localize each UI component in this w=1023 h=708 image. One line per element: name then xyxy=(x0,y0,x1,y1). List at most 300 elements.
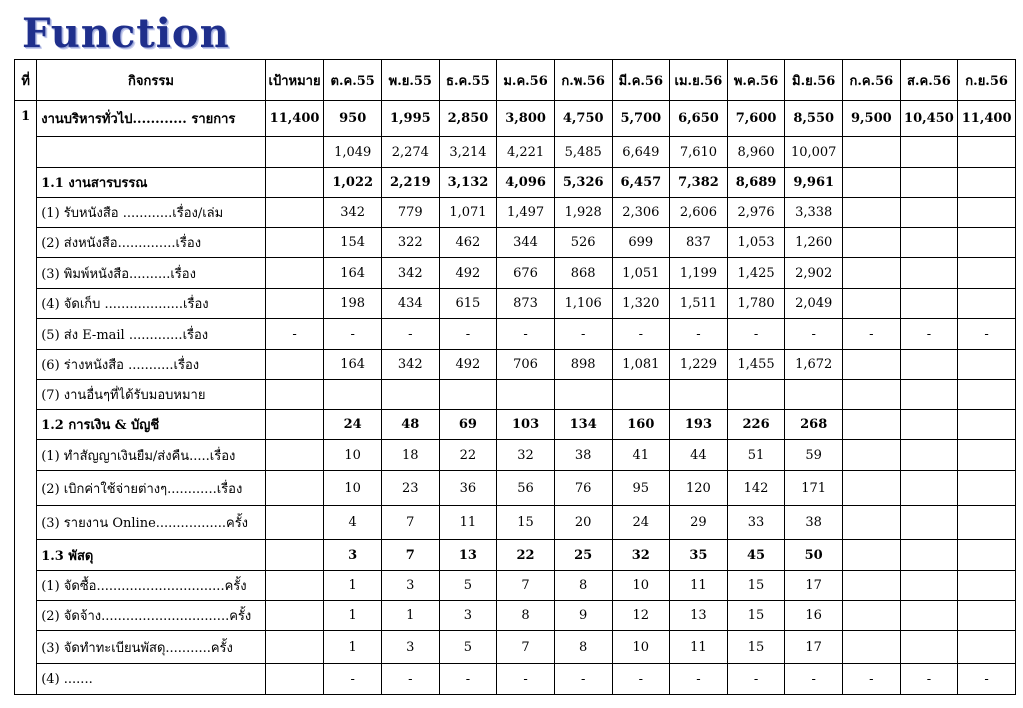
month-value-cell: 3,132 xyxy=(439,168,497,198)
month-value-cell xyxy=(958,631,1016,664)
month-value-cell: - xyxy=(612,664,670,695)
month-value-cell: 492 xyxy=(439,350,497,380)
month-value-cell xyxy=(958,258,1016,289)
month-value-cell: 29 xyxy=(670,506,728,540)
month-value-cell: 676 xyxy=(497,258,555,289)
activity-cell: (1) ทำสัญญาเงินยืม/ส่งคืน.....เรื่อง xyxy=(37,440,266,471)
table-row xyxy=(15,440,1016,471)
header-cell: ก.ค.56 xyxy=(843,60,901,101)
month-value-cell: 8,960 xyxy=(727,137,785,168)
month-value-cell: 2,274 xyxy=(382,137,440,168)
month-value-cell: 1 xyxy=(324,631,382,664)
activity-cell: 1.3 พัสดุ xyxy=(37,540,266,571)
month-value-cell xyxy=(900,228,958,258)
month-value-cell: 6,650 xyxy=(670,101,728,137)
month-value-cell: 5 xyxy=(439,571,497,601)
month-value-cell: 9,961 xyxy=(785,168,843,198)
month-value-cell: - xyxy=(843,319,901,350)
month-value-cell: 36 xyxy=(439,471,497,506)
month-value-cell xyxy=(958,440,1016,471)
month-value-cell xyxy=(843,601,901,631)
month-value-cell xyxy=(900,540,958,571)
target-cell xyxy=(265,137,324,168)
month-value-cell: 24 xyxy=(612,506,670,540)
header-row xyxy=(15,60,1016,101)
month-value-cell: 10 xyxy=(324,440,382,471)
month-value-cell xyxy=(900,137,958,168)
month-value-cell: 33 xyxy=(727,506,785,540)
month-value-cell: 9,500 xyxy=(843,101,901,137)
month-value-cell xyxy=(843,540,901,571)
target-cell xyxy=(265,471,324,506)
month-value-cell: - xyxy=(554,319,612,350)
month-value-cell xyxy=(900,258,958,289)
table-row xyxy=(15,289,1016,319)
function-table xyxy=(14,59,1016,695)
month-value-cell xyxy=(900,410,958,440)
activity-cell: (3) จัดทำทะเบียนพัสดุ...........ครั้ง xyxy=(37,631,266,664)
table-row xyxy=(15,101,1016,137)
month-value-cell xyxy=(958,198,1016,228)
month-value-cell: 35 xyxy=(670,540,728,571)
page-title: Function xyxy=(22,10,230,57)
month-value-cell: 7,600 xyxy=(727,101,785,137)
month-value-cell: 193 xyxy=(670,410,728,440)
month-value-cell: 15 xyxy=(727,571,785,601)
month-value-cell: 25 xyxy=(554,540,612,571)
target-cell xyxy=(265,601,324,631)
month-value-cell: 41 xyxy=(612,440,670,471)
activity-cell: (7) งานอื่นๆที่ได้รับมอบหมาย xyxy=(37,380,266,410)
month-value-cell: 13 xyxy=(670,601,728,631)
activity-cell: (1) รับหนังสือ ............เรื่อง/เล่ม xyxy=(37,198,266,228)
month-value-cell: 4,096 xyxy=(497,168,555,198)
activity-cell: งานบริหารทั่วไป............ รายการ xyxy=(37,101,266,137)
month-value-cell xyxy=(958,410,1016,440)
month-value-cell xyxy=(785,380,843,410)
month-value-cell: 526 xyxy=(554,228,612,258)
month-value-cell: 2,850 xyxy=(439,101,497,137)
month-value-cell: - xyxy=(497,664,555,695)
month-value-cell: 3 xyxy=(382,571,440,601)
target-cell xyxy=(265,350,324,380)
month-value-cell: 7 xyxy=(382,540,440,571)
month-value-cell: 1,780 xyxy=(727,289,785,319)
activity-cell: (3) พิมพ์หนังสือ..........เรื่อง xyxy=(37,258,266,289)
activity-cell: (4) จัดเก็บ ...................เรื่อง xyxy=(37,289,266,319)
target-cell xyxy=(265,228,324,258)
month-value-cell: 164 xyxy=(324,350,382,380)
month-value-cell xyxy=(324,380,382,410)
month-value-cell: 1,081 xyxy=(612,350,670,380)
month-value-cell: 3 xyxy=(324,540,382,571)
table-row xyxy=(15,571,1016,601)
month-value-cell: 10,450 xyxy=(900,101,958,137)
month-value-cell: 1,260 xyxy=(785,228,843,258)
month-value-cell xyxy=(958,571,1016,601)
month-value-cell: 20 xyxy=(554,506,612,540)
month-value-cell: - xyxy=(382,319,440,350)
month-value-cell: 11 xyxy=(439,506,497,540)
month-value-cell xyxy=(958,601,1016,631)
month-value-cell: 23 xyxy=(382,471,440,506)
header-cell: พ.ค.56 xyxy=(727,60,785,101)
month-value-cell: 2,606 xyxy=(670,198,728,228)
month-value-cell: 8,689 xyxy=(727,168,785,198)
month-value-cell xyxy=(900,198,958,228)
month-value-cell: 2,902 xyxy=(785,258,843,289)
header-cell: เม.ย.56 xyxy=(670,60,728,101)
month-value-cell: 51 xyxy=(727,440,785,471)
table-row xyxy=(15,540,1016,571)
month-value-cell xyxy=(843,506,901,540)
month-value-cell: 1,320 xyxy=(612,289,670,319)
month-value-cell: 226 xyxy=(727,410,785,440)
month-value-cell: - xyxy=(324,319,382,350)
month-value-cell: 898 xyxy=(554,350,612,380)
month-value-cell: - xyxy=(324,664,382,695)
month-value-cell: 171 xyxy=(785,471,843,506)
header-cell: ส.ค.56 xyxy=(900,60,958,101)
target-cell xyxy=(265,631,324,664)
target-cell xyxy=(265,258,324,289)
month-value-cell: 15 xyxy=(727,631,785,664)
month-value-cell: 10 xyxy=(612,631,670,664)
month-value-cell: 7,382 xyxy=(670,168,728,198)
month-value-cell: 22 xyxy=(497,540,555,571)
month-value-cell: 4 xyxy=(324,506,382,540)
month-value-cell: 6,649 xyxy=(612,137,670,168)
header-cell: ม.ค.56 xyxy=(497,60,555,101)
table-row xyxy=(15,410,1016,440)
month-value-cell: 38 xyxy=(554,440,612,471)
table-row xyxy=(15,664,1016,695)
month-value-cell: 7,610 xyxy=(670,137,728,168)
month-value-cell xyxy=(843,440,901,471)
month-value-cell: 837 xyxy=(670,228,728,258)
month-value-cell: 868 xyxy=(554,258,612,289)
month-value-cell: 5,485 xyxy=(554,137,612,168)
month-value-cell: 11 xyxy=(670,571,728,601)
month-value-cell: 22 xyxy=(439,440,497,471)
month-value-cell: 615 xyxy=(439,289,497,319)
month-value-cell: 48 xyxy=(382,410,440,440)
month-value-cell xyxy=(958,168,1016,198)
table-row xyxy=(15,506,1016,540)
month-value-cell xyxy=(843,350,901,380)
month-value-cell: - xyxy=(900,664,958,695)
month-value-cell xyxy=(958,350,1016,380)
month-value-cell: 3,338 xyxy=(785,198,843,228)
month-value-cell: 5 xyxy=(439,631,497,664)
month-value-cell: 5,326 xyxy=(554,168,612,198)
month-value-cell xyxy=(900,571,958,601)
activity-cell: (2) ส่งหนังสือ..............เรื่อง xyxy=(37,228,266,258)
table-row xyxy=(15,471,1016,506)
month-value-cell xyxy=(958,137,1016,168)
target-cell xyxy=(265,540,324,571)
month-value-cell: 2,219 xyxy=(382,168,440,198)
month-value-cell: 198 xyxy=(324,289,382,319)
month-value-cell xyxy=(843,198,901,228)
month-value-cell: 12 xyxy=(612,601,670,631)
table-row xyxy=(15,601,1016,631)
target-cell xyxy=(265,380,324,410)
month-value-cell: 7 xyxy=(497,571,555,601)
activity-cell: (2) จัดจ้าง...............................ครั้ง xyxy=(37,601,266,631)
table-row xyxy=(15,319,1016,350)
header-cell: ต.ค.55 xyxy=(324,60,382,101)
month-value-cell xyxy=(843,258,901,289)
month-value-cell: 45 xyxy=(727,540,785,571)
month-value-cell: 873 xyxy=(497,289,555,319)
month-value-cell: 1,928 xyxy=(554,198,612,228)
month-value-cell xyxy=(900,471,958,506)
month-value-cell: 44 xyxy=(670,440,728,471)
month-value-cell: 342 xyxy=(324,198,382,228)
month-value-cell: 1,425 xyxy=(727,258,785,289)
target-cell xyxy=(265,289,324,319)
month-value-cell: - xyxy=(843,664,901,695)
month-value-cell: 268 xyxy=(785,410,843,440)
month-value-cell: 1,199 xyxy=(670,258,728,289)
activity-cell: 1.1 งานสารบรรณ xyxy=(37,168,266,198)
month-value-cell: 103 xyxy=(497,410,555,440)
month-value-cell xyxy=(612,380,670,410)
month-value-cell: 17 xyxy=(785,571,843,601)
month-value-cell: 69 xyxy=(439,410,497,440)
activity-cell: (4) ....... xyxy=(37,664,266,695)
month-value-cell: 3,214 xyxy=(439,137,497,168)
target-cell xyxy=(265,664,324,695)
activity-cell xyxy=(37,137,266,168)
table-row xyxy=(15,350,1016,380)
header-cell: มิ.ย.56 xyxy=(785,60,843,101)
header-cell: ที่ xyxy=(15,60,37,101)
month-value-cell: - xyxy=(958,319,1016,350)
table-row xyxy=(15,137,1016,168)
activity-cell: (6) ร่างหนังสือ ...........เรื่อง xyxy=(37,350,266,380)
month-value-cell: 11,400 xyxy=(958,101,1016,137)
header-cell: มี.ค.56 xyxy=(612,60,670,101)
month-value-cell xyxy=(843,631,901,664)
month-value-cell: 164 xyxy=(324,258,382,289)
month-value-cell: - xyxy=(670,319,728,350)
month-value-cell: - xyxy=(439,319,497,350)
month-value-cell: 1,511 xyxy=(670,289,728,319)
month-value-cell: - xyxy=(958,664,1016,695)
month-value-cell: - xyxy=(900,319,958,350)
month-value-cell: 154 xyxy=(324,228,382,258)
activity-cell: 1.2 การเงิน & บัญชี xyxy=(37,410,266,440)
month-value-cell: 492 xyxy=(439,258,497,289)
month-value-cell: 950 xyxy=(324,101,382,137)
month-value-cell: 50 xyxy=(785,540,843,571)
table-row xyxy=(15,168,1016,198)
activity-cell: (2) เบิกค่าใช้จ่ายต่างๆ............เรื่อง xyxy=(37,471,266,506)
month-value-cell: 2,306 xyxy=(612,198,670,228)
month-value-cell: 3 xyxy=(382,631,440,664)
month-value-cell: 1,053 xyxy=(727,228,785,258)
month-value-cell: 1,022 xyxy=(324,168,382,198)
month-value-cell: 9 xyxy=(554,601,612,631)
month-value-cell: - xyxy=(612,319,670,350)
header-cell: ก.ย.56 xyxy=(958,60,1016,101)
month-value-cell: 2,976 xyxy=(727,198,785,228)
month-value-cell: 10,007 xyxy=(785,137,843,168)
month-value-cell xyxy=(554,380,612,410)
month-value-cell: 1,106 xyxy=(554,289,612,319)
month-value-cell xyxy=(843,380,901,410)
month-value-cell: - xyxy=(497,319,555,350)
month-value-cell: - xyxy=(727,319,785,350)
month-value-cell: 1 xyxy=(324,601,382,631)
month-value-cell: 462 xyxy=(439,228,497,258)
month-value-cell: 76 xyxy=(554,471,612,506)
month-value-cell: 322 xyxy=(382,228,440,258)
month-value-cell xyxy=(958,540,1016,571)
header-cell: เป้าหมาย xyxy=(265,60,324,101)
month-value-cell: 8,550 xyxy=(785,101,843,137)
target-cell xyxy=(265,410,324,440)
month-value-cell: 10 xyxy=(324,471,382,506)
month-value-cell: 5,700 xyxy=(612,101,670,137)
month-value-cell: 15 xyxy=(497,506,555,540)
month-value-cell xyxy=(497,380,555,410)
month-value-cell xyxy=(900,601,958,631)
month-value-cell xyxy=(958,289,1016,319)
month-value-cell: 6,457 xyxy=(612,168,670,198)
month-value-cell: 7 xyxy=(497,631,555,664)
table-row xyxy=(15,380,1016,410)
month-value-cell: 16 xyxy=(785,601,843,631)
month-value-cell xyxy=(900,440,958,471)
month-value-cell: 18 xyxy=(382,440,440,471)
row-number-cell: 1 xyxy=(15,101,37,695)
target-cell: - xyxy=(265,319,324,350)
month-value-cell xyxy=(900,631,958,664)
month-value-cell: 142 xyxy=(727,471,785,506)
month-value-cell xyxy=(843,289,901,319)
month-value-cell xyxy=(958,506,1016,540)
month-value-cell xyxy=(958,380,1016,410)
month-value-cell: 1,497 xyxy=(497,198,555,228)
table-row xyxy=(15,258,1016,289)
month-value-cell: 120 xyxy=(670,471,728,506)
month-value-cell xyxy=(958,228,1016,258)
month-value-cell: 699 xyxy=(612,228,670,258)
header-cell: พ.ย.55 xyxy=(382,60,440,101)
month-value-cell: 434 xyxy=(382,289,440,319)
month-value-cell: - xyxy=(439,664,497,695)
month-value-cell: 24 xyxy=(324,410,382,440)
month-value-cell xyxy=(382,380,440,410)
month-value-cell: 160 xyxy=(612,410,670,440)
month-value-cell xyxy=(843,571,901,601)
month-value-cell xyxy=(439,380,497,410)
month-value-cell: - xyxy=(785,664,843,695)
header-cell: กิจกรรม xyxy=(37,60,266,101)
month-value-cell: 1,995 xyxy=(382,101,440,137)
month-value-cell: 134 xyxy=(554,410,612,440)
month-value-cell: 1,672 xyxy=(785,350,843,380)
month-value-cell: 7 xyxy=(382,506,440,540)
month-value-cell: 32 xyxy=(612,540,670,571)
target-cell: 11,400 xyxy=(265,101,324,137)
target-cell xyxy=(265,440,324,471)
table-row xyxy=(15,228,1016,258)
month-value-cell: 15 xyxy=(727,601,785,631)
month-value-cell: 95 xyxy=(612,471,670,506)
month-value-cell: 1,049 xyxy=(324,137,382,168)
month-value-cell: 3 xyxy=(439,601,497,631)
month-value-cell xyxy=(843,228,901,258)
table-row xyxy=(15,198,1016,228)
month-value-cell: 1 xyxy=(324,571,382,601)
month-value-cell: 56 xyxy=(497,471,555,506)
month-value-cell xyxy=(843,137,901,168)
month-value-cell: 706 xyxy=(497,350,555,380)
month-value-cell: 4,221 xyxy=(497,137,555,168)
month-value-cell: 8 xyxy=(554,571,612,601)
header-cell: ธ.ค.55 xyxy=(439,60,497,101)
target-cell xyxy=(265,198,324,228)
month-value-cell xyxy=(843,471,901,506)
month-value-cell xyxy=(843,410,901,440)
month-value-cell: - xyxy=(554,664,612,695)
month-value-cell: 13 xyxy=(439,540,497,571)
month-value-cell: 342 xyxy=(382,350,440,380)
month-value-cell: 1,229 xyxy=(670,350,728,380)
month-value-cell: 38 xyxy=(785,506,843,540)
month-value-cell xyxy=(727,380,785,410)
target-cell xyxy=(265,168,324,198)
activity-cell: (3) รายงาน Online.................ครั้ง xyxy=(37,506,266,540)
month-value-cell: 8 xyxy=(497,601,555,631)
month-value-cell xyxy=(900,506,958,540)
month-value-cell: - xyxy=(785,319,843,350)
month-value-cell xyxy=(843,168,901,198)
month-value-cell xyxy=(900,350,958,380)
month-value-cell xyxy=(900,289,958,319)
target-cell xyxy=(265,571,324,601)
month-value-cell: 779 xyxy=(382,198,440,228)
month-value-cell: 59 xyxy=(785,440,843,471)
target-cell xyxy=(265,506,324,540)
month-value-cell: 1,051 xyxy=(612,258,670,289)
month-value-cell: 32 xyxy=(497,440,555,471)
month-value-cell xyxy=(958,471,1016,506)
month-value-cell: 17 xyxy=(785,631,843,664)
month-value-cell: 10 xyxy=(612,571,670,601)
month-value-cell: - xyxy=(382,664,440,695)
month-value-cell: 344 xyxy=(497,228,555,258)
month-value-cell: - xyxy=(670,664,728,695)
month-value-cell xyxy=(900,168,958,198)
activity-cell: (1) จัดซื้อ...............................ครั้ง xyxy=(37,571,266,601)
month-value-cell: 342 xyxy=(382,258,440,289)
table-row xyxy=(15,631,1016,664)
month-value-cell: 8 xyxy=(554,631,612,664)
month-value-cell: 11 xyxy=(670,631,728,664)
month-value-cell: 1,071 xyxy=(439,198,497,228)
month-value-cell: - xyxy=(727,664,785,695)
month-value-cell: 4,750 xyxy=(554,101,612,137)
month-value-cell: 1,455 xyxy=(727,350,785,380)
month-value-cell xyxy=(900,380,958,410)
month-value-cell: 1 xyxy=(382,601,440,631)
month-value-cell: 2,049 xyxy=(785,289,843,319)
